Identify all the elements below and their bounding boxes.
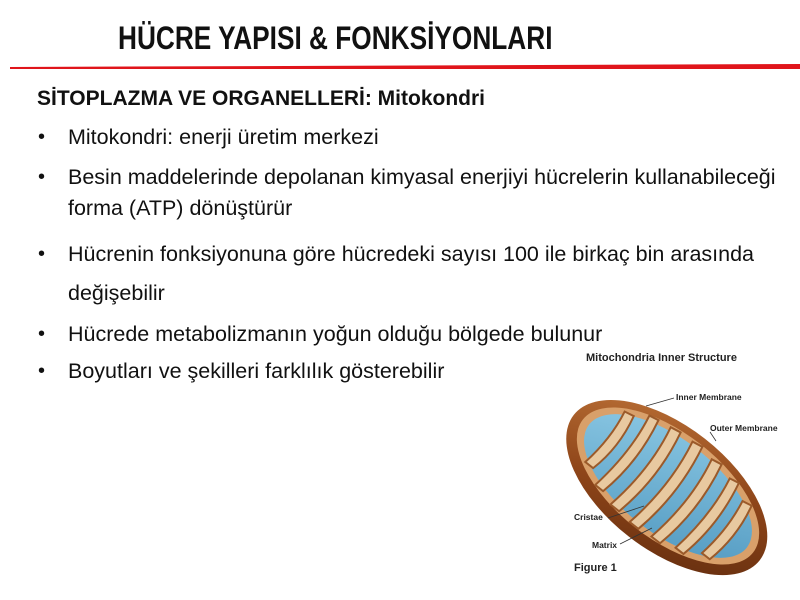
label-inner-membrane: Inner Membrane: [676, 392, 742, 402]
label-outer-membrane: Outer Membrane: [710, 423, 778, 433]
inner-membrane-pointer: [646, 398, 674, 406]
bullet-item: [38, 235, 778, 313]
bullet-item: [38, 122, 778, 153]
bullet-text: Mitokondri: enerji üretim merkezi: [68, 125, 379, 149]
mitochondria-illustration: [548, 346, 788, 586]
bullet-icon: •: [38, 323, 46, 345]
bullet-icon: •: [38, 360, 46, 382]
bullet-text: Hücrenin fonksiyonuna göre hücredeki sayısı 100 ile birkaç bin arasında değişebilir: [68, 242, 755, 305]
slide-title: HÜCRE YAPISI & FONKSİYONLARI: [118, 20, 553, 56]
title-underline: [10, 64, 800, 69]
bullet-text: Hücrede metabolizmanın yoğun olduğu bölgede bulunur: [68, 322, 603, 346]
bullet-text: Boyutları ve şekilleri farklılık gösterebilir: [68, 359, 445, 383]
figure-title: Mitochondria Inner Structure: [586, 352, 737, 364]
bullet-icon: •: [38, 243, 46, 265]
label-matrix: Matrix: [592, 540, 618, 550]
mitochondria-figure: [548, 346, 788, 586]
figure-caption: Figure 1: [574, 562, 617, 574]
outer-membrane-pointer: [710, 432, 716, 441]
bullet-item: [38, 162, 778, 224]
bullet-text: Besin maddelerinde depolanan kimyasal enerjiyi hücrelerin kullanabileceği forma (ATP) dönüştürür: [68, 165, 776, 220]
bullet-icon: •: [38, 126, 46, 148]
label-cristae: Cristae: [574, 512, 603, 522]
bullet-icon: •: [38, 166, 46, 188]
section-heading: SİTOPLAZMA VE ORGANELLERİ: Mitokondri: [37, 87, 485, 110]
outer-membrane-shape: [548, 366, 788, 586]
